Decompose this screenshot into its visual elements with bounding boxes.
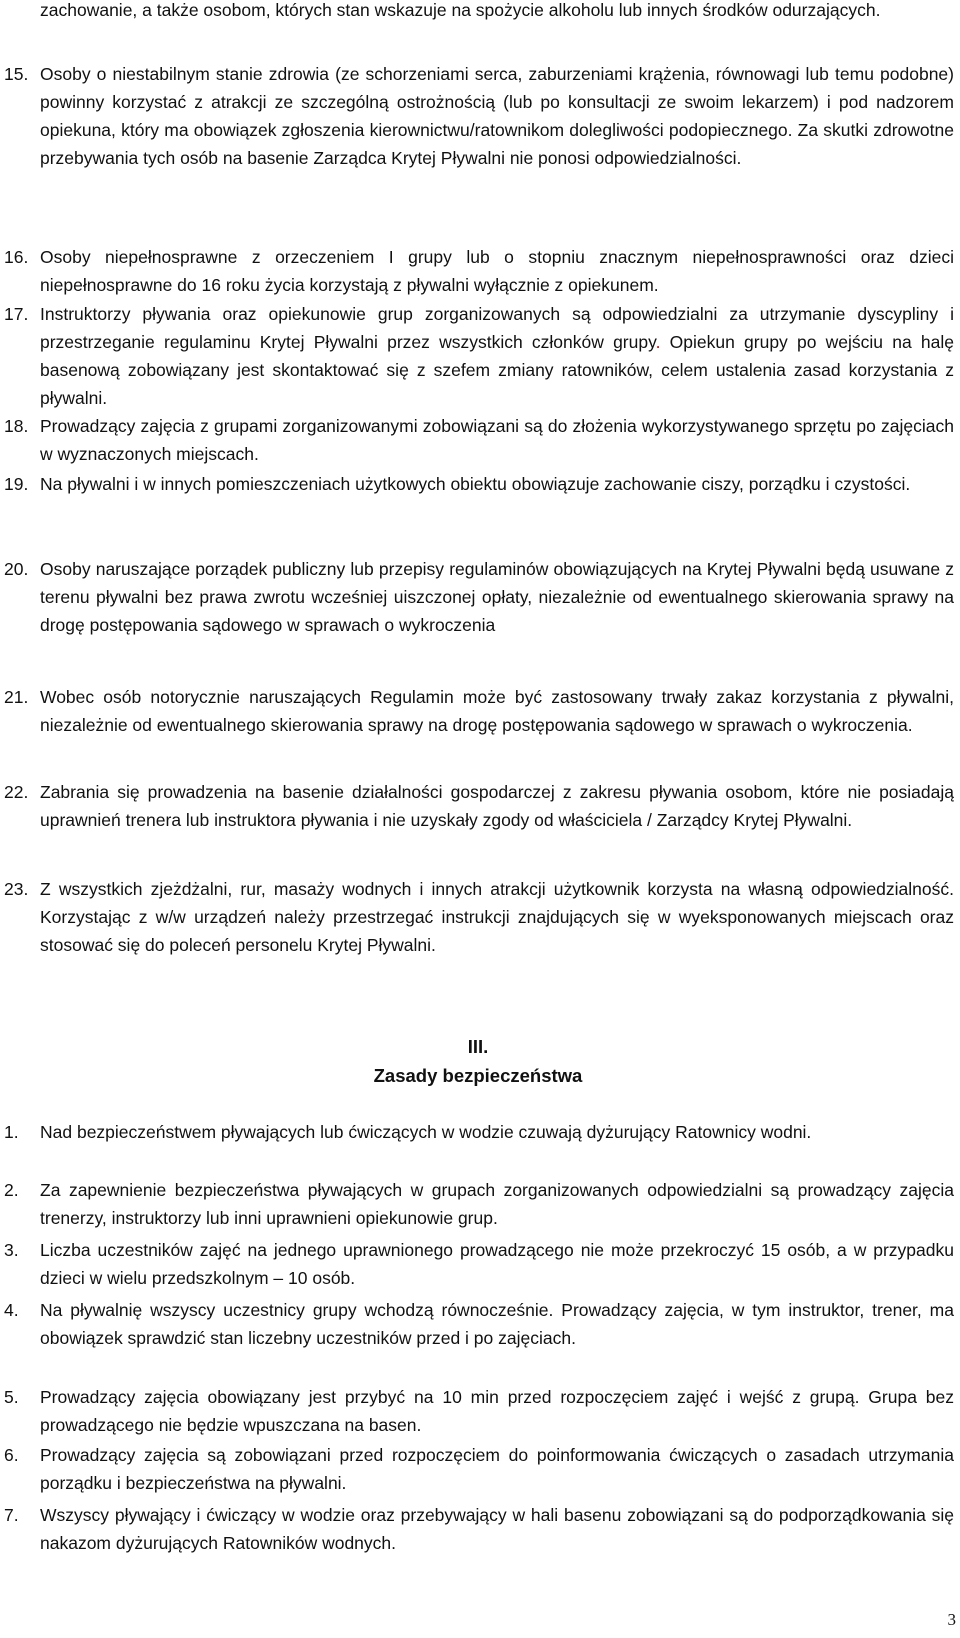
rule-number: 18. — [4, 416, 29, 436]
rule-number: 23. — [4, 879, 29, 899]
rule-number: 15. — [4, 64, 29, 84]
rule-number: 6. — [4, 1445, 19, 1465]
rule-text: Z wszystkich zjeżdżalni, rur, masaży wodnych i innych atrakcji użytkownik korzysta na własną odpowiedzialność. Korzystając z w/w urządzeń należy przestrzegać instrukcji znajdujących się w wyeksponowanych miejscach oraz stosować się do poleceń personelu Krytej Pływalni. — [40, 879, 954, 955]
rule-number: 5. — [4, 1387, 19, 1407]
rule-text: Zabrania się prowadzenia na basenie działalności gospodarczej z zakresu pływania osobom, które nie posiadają uprawnień trenera lub instruktora pływania i nie uzyskały zgody od właściciela / Zarządcy Krytej Pływalni. — [40, 782, 954, 830]
rule-number: 20. — [4, 559, 29, 579]
rule-text: Prowadzący zajęcia są zobowiązani przed rozpoczęciem do poinformowania ćwiczących o zasadach utrzymania porządku i bezpieczeństwa na pływalni. — [40, 1445, 954, 1493]
section-number: III. — [467, 1036, 489, 1057]
red-period: . — [655, 332, 661, 352]
rule-text: Na pływalni i w innych pomieszczeniach użytkowych obiektu obowiązuje zachowanie ciszy, porządku i czystości. — [40, 474, 911, 494]
continuation-paragraph: zachowanie, a także osobom, których stan wskazuje na spożycie alkoholu lub innych środków odurzających. — [40, 0, 881, 20]
rule-text: Wobec osób notorycznie naruszających Regulamin może być zastosowany trwały zakaz korzystania z pływalni, niezależnie od ewentualnego skierowania sprawy na drogę postępowania sądowego w sprawach o wykroczenia. — [40, 687, 954, 735]
section-title: Zasady bezpieczeństwa — [373, 1065, 583, 1086]
page-number: 3 — [947, 1610, 956, 1629]
rule-text — [40, 300, 954, 412]
rule-number: 19. — [4, 474, 29, 494]
rule-number: 16. — [4, 247, 29, 267]
rule-text: Osoby naruszające porządek publiczny lub przepisy regulaminów obowiązujących na Krytej Pływalni będą usuwane z terenu pływalni bez prawa zwrotu wcześniej uiszczonej opłaty, niezależnie od ewentualnego skierowania sprawy na drogę postępowania sądowego w sprawach o wykroczenia — [40, 559, 954, 635]
rule-number: 7. — [4, 1505, 19, 1525]
rule-text: Nad bezpieczeństwem pływających lub ćwiczących w wodzie czuwają dyżurujący Ratownicy wodni. — [40, 1122, 812, 1142]
rule-text: Liczba uczestników zajęć na jednego uprawnionego prowadzącego nie może przekroczyć 15 osób, a w przypadku dzieci w wielu przedszkolnym – 10 osób. — [40, 1240, 954, 1288]
rule-number: 21. — [4, 687, 29, 707]
rule-text: Osoby o niestabilnym stanie zdrowia (ze schorzeniami serca, zaburzeniami krążenia, równowagi lub temu podobne) powinny korzystać z atrakcji ze szczególną ostrożnością (lub po konsultacji ze swoim lekarzem) i pod nadzorem opiekuna, który ma obowiązek zgłoszenia kierownictwu/ratownikom dolegliwości podopiecznego. Za skutki zdrowotne przebywania tych osób na basenie Zarządca Krytej Pływalni nie ponosi odpowiedzialności. — [40, 64, 954, 168]
rule-text: Osoby niepełnosprawne z orzeczeniem I grupy lub o stopniu znacznym niepełnosprawności oraz dzieci niepełnosprawne do 16 roku życia korzystają z pływalni wyłącznie z opiekunem. — [40, 247, 954, 295]
rule-number: 3. — [4, 1240, 19, 1260]
rule-text: Prowadzący zajęcia obowiązany jest przybyć na 10 min przed rozpoczęciem zajęć i wejść z grupą. Grupa bez prowadzącego nie będzie wpuszczana na basen. — [40, 1387, 954, 1435]
rule-number: 17. — [4, 304, 29, 324]
rule-number: 4. — [4, 1300, 19, 1320]
rule-text-part-b: Opiekun grupy po wejściu na halę basenową zobowiązany jest skontaktować się z szefem zmiany ratowników, celem ustalenia zasad korzystania z pływalni. — [40, 332, 954, 408]
rule-number: 1. — [4, 1122, 19, 1142]
rule-number: 2. — [4, 1180, 19, 1200]
rule-text-part-a: Instruktorzy pływania oraz opiekunowie grup zorganizowanych są odpowiedzialni za utrzymanie dyscypliny i przestrzeganie regulaminu Krytej Pływalni przez wszystkich członków grupy — [40, 304, 954, 352]
rule-number: 22. — [4, 782, 29, 802]
rule-text: Prowadzący zajęcia z grupami zorganizowanymi zobowiązani są do złożenia wykorzystywanego sprzętu po zajęciach w wyznaczonych miejscach. — [40, 416, 954, 464]
rule-text: Na pływalnię wszyscy uczestnicy grupy wchodzą równocześnie. Prowadzący zajęcia, w tym instruktor, trener, ma obowiązek sprawdzić stan liczebny uczestników przed i po zajęciach. — [40, 1300, 954, 1348]
rule-text: Za zapewnienie bezpieczeństwa pływających w grupach zorganizowanych odpowiedzialni są prowadzący zajęcia trenerzy, instruktorzy lub inni uprawnieni opiekunowie grup. — [40, 1180, 954, 1228]
rule-text: Wszyscy pływający i ćwiczący w wodzie oraz przebywający w hali basenu zobowiązani są do podporządkowania się nakazom dyżurujących Ratowników wodnych. — [40, 1505, 954, 1553]
